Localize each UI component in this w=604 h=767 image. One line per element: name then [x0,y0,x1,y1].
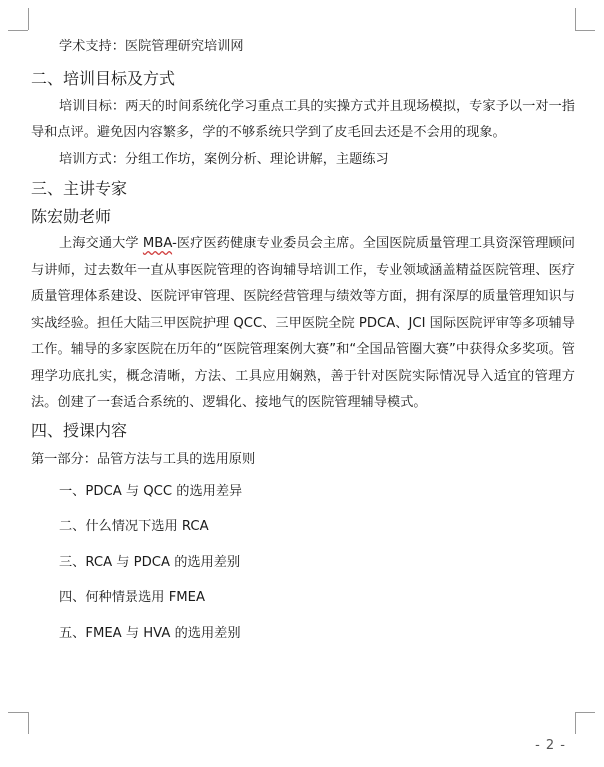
training-goal-paragraph: 培训目标：两天的时间系统化学习重点工具的实操方式并且现场模拟，专家予以一对一指导和点评。避免因内容繁多，学的不够系统只学到了皮毛回去还是不会用的现象。 [31,98,575,140]
expert-bio-paragraph [31,231,575,417]
section-heading-training-goals: 二、培训目标及方式 [31,68,176,88]
list-item: 五、FMEA 与 HVA 的选用差别 [59,625,241,641]
bio-mba-spellcheck: MBA [142,236,173,251]
crop-mark-bottom-right [575,712,595,713]
page-number: - 2 - [535,738,566,753]
crop-mark-top-left [8,30,28,31]
section-heading-expert: 三、主讲专家 [31,179,128,198]
list-item: 三、RCA 与 PDCA 的选用差别 [59,554,241,570]
crop-mark-top-right [575,30,595,31]
crop-mark-top-left [28,8,29,30]
bio-prefix: 上海交通大学 [59,236,143,251]
expert-name: 陈宏勋老师 [31,207,112,226]
list-item: 四、何种情景选用 FMEA [59,590,206,605]
crop-mark-top-right [575,8,576,30]
document-body [31,34,575,658]
bio-rest: -医疗医药健康专业委员会主席。全国医院质量管理工具资深管理顾问与讲师，过去数年一直从事医院管理的咨询辅导培训工作，专业领域涵盖精益医院管理、医疗质量管理体系建设、医院评审管理、医院经营管理与绩效等方面，拥有深厚的质量管理知识与实战经验。担任大陆三甲医院护理 QCC、三甲医院全院 PDCA、JCI 国际医院评审等多项辅导工作。辅导的多家医院在历年的“医院管理案例大赛”和“全国品管圈大赛”中获得众多奖项。管理学功底扎实，概念清晰，方法、工具应用娴熟，善于针对医院实际情况导入适宜的管理方法。创建了一套适合系统的、逻辑化、接地气的医院管理辅导模式。 [31,236,575,410]
part-one-title: 第一部分：品管方法与工具的选用原则 [31,451,256,467]
crop-mark-bottom-right [575,712,576,734]
crop-mark-bottom-left [28,712,29,734]
crop-mark-bottom-left [8,712,28,713]
list-item: 二、什么情况下选用 RCA [59,519,209,534]
training-method-paragraph: 培训方式：分组工作坊，案例分析、理论讲解，主题练习 [59,151,389,167]
support-line: 学术支持：医院管理研究培训网 [59,39,244,54]
section-heading-course-content: 四、授课内容 [31,420,128,440]
list-item: 一、PDCA 与 QCC 的选用差异 [59,483,243,499]
